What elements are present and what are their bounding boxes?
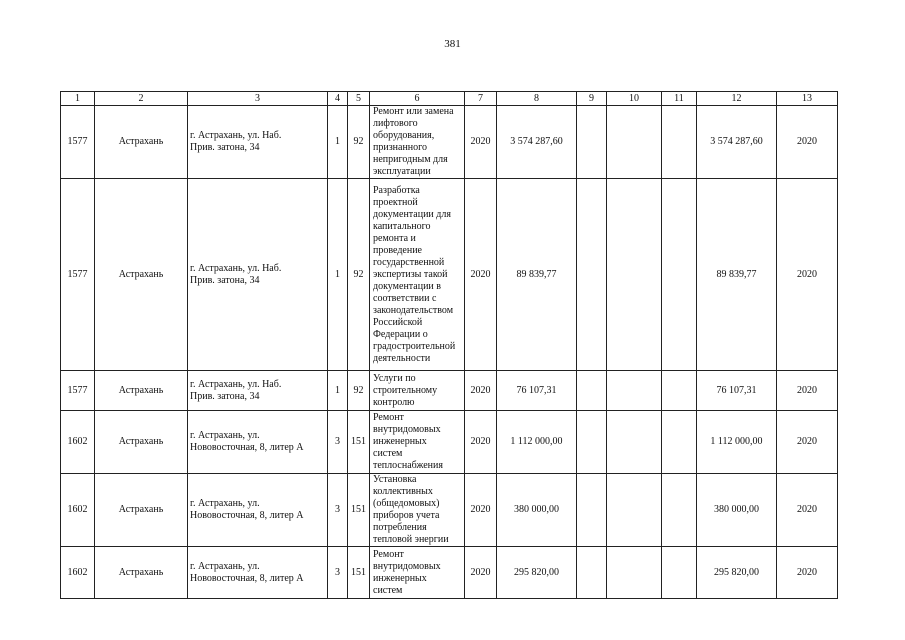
row-id: 1602 xyxy=(61,411,95,474)
col-10 xyxy=(607,371,662,411)
col-9 xyxy=(577,547,607,599)
amount: 380 000,00 xyxy=(497,474,577,547)
row-id: 1602 xyxy=(61,547,95,599)
address: г. Астрахань, ул. Наб. Прив. затона, 34 xyxy=(188,106,328,179)
column-header: 1 xyxy=(61,92,95,106)
city: Астрахань xyxy=(95,106,188,179)
column-header: 4 xyxy=(328,92,348,106)
col-4: 3 xyxy=(328,547,348,599)
col-11 xyxy=(662,179,697,371)
amount-total: 380 000,00 xyxy=(697,474,777,547)
table-row xyxy=(61,371,838,411)
table-row xyxy=(61,411,838,474)
column-header: 5 xyxy=(348,92,370,106)
year: 2020 xyxy=(465,179,497,371)
work-type: Ремонт внутридомовых инженерных систем xyxy=(370,547,465,599)
col-9 xyxy=(577,179,607,371)
year: 2020 xyxy=(465,411,497,474)
work-type: Ремонт или замена лифтового оборудования, признанного непригодным для эксплуатации xyxy=(370,106,465,179)
col-5: 92 xyxy=(348,371,370,411)
col-11 xyxy=(662,547,697,599)
column-header: 11 xyxy=(662,92,697,106)
amount-total: 1 112 000,00 xyxy=(697,411,777,474)
work-type: Разработка проектной документации для капитального ремонта и проведение государственной экспертизы такой документации в соответствии с законодательством Российской Федерации о градостроительной деятельности xyxy=(370,179,465,371)
col-9 xyxy=(577,474,607,547)
col-9 xyxy=(577,371,607,411)
col-4: 1 xyxy=(328,371,348,411)
col-11 xyxy=(662,371,697,411)
column-header: 6 xyxy=(370,92,465,106)
year-end: 2020 xyxy=(777,179,838,371)
table-row xyxy=(61,106,838,179)
column-header: 12 xyxy=(697,92,777,106)
city: Астрахань xyxy=(95,547,188,599)
amount: 76 107,31 xyxy=(497,371,577,411)
amount-total: 89 839,77 xyxy=(697,179,777,371)
city: Астрахань xyxy=(95,474,188,547)
amount: 295 820,00 xyxy=(497,547,577,599)
column-header: 10 xyxy=(607,92,662,106)
column-header: 7 xyxy=(465,92,497,106)
col-10 xyxy=(607,411,662,474)
col-5: 151 xyxy=(348,411,370,474)
city: Астрахань xyxy=(95,179,188,371)
col-9 xyxy=(577,411,607,474)
table-row xyxy=(61,474,838,547)
row-id: 1577 xyxy=(61,106,95,179)
repair-program-table xyxy=(60,91,838,599)
amount-total: 3 574 287,60 xyxy=(697,106,777,179)
amount-total: 76 107,31 xyxy=(697,371,777,411)
year-end: 2020 xyxy=(777,371,838,411)
col-10 xyxy=(607,474,662,547)
address: г. Астрахань, ул. Нововосточная, 8, литер А xyxy=(188,547,328,599)
col-10 xyxy=(607,106,662,179)
col-4: 1 xyxy=(328,179,348,371)
col-9 xyxy=(577,106,607,179)
address: г. Астрахань, ул. Наб. Прив. затона, 34 xyxy=(188,179,328,371)
col-5: 92 xyxy=(348,179,370,371)
year: 2020 xyxy=(465,106,497,179)
column-header: 8 xyxy=(497,92,577,106)
row-id: 1577 xyxy=(61,371,95,411)
page-number: 381 xyxy=(444,38,461,50)
col-5: 92 xyxy=(348,106,370,179)
table-row xyxy=(61,547,838,599)
address: г. Астрахань, ул. Нововосточная, 8, литер А xyxy=(188,474,328,547)
header-row xyxy=(61,92,838,106)
column-header: 13 xyxy=(777,92,838,106)
year-end: 2020 xyxy=(777,106,838,179)
work-type: Услуги по строительному контролю xyxy=(370,371,465,411)
col-11 xyxy=(662,474,697,547)
amount-total: 295 820,00 xyxy=(697,547,777,599)
col-11 xyxy=(662,411,697,474)
year-end: 2020 xyxy=(777,547,838,599)
col-10 xyxy=(607,547,662,599)
column-header: 2 xyxy=(95,92,188,106)
col-10 xyxy=(607,179,662,371)
amount: 3 574 287,60 xyxy=(497,106,577,179)
work-type: Ремонт внутридомовых инженерных систем теплоснабжения xyxy=(370,411,465,474)
row-id: 1602 xyxy=(61,474,95,547)
city: Астрахань xyxy=(95,371,188,411)
amount: 89 839,77 xyxy=(497,179,577,371)
city: Астрахань xyxy=(95,411,188,474)
work-type: Установка коллективных (общедомовых) приборов учета потребления тепловой энергии xyxy=(370,474,465,547)
row-id: 1577 xyxy=(61,179,95,371)
year: 2020 xyxy=(465,371,497,411)
col-11 xyxy=(662,106,697,179)
col-4: 3 xyxy=(328,411,348,474)
address: г. Астрахань, ул. Наб. Прив. затона, 34 xyxy=(188,371,328,411)
amount: 1 112 000,00 xyxy=(497,411,577,474)
col-4: 3 xyxy=(328,474,348,547)
col-4: 1 xyxy=(328,106,348,179)
col-5: 151 xyxy=(348,474,370,547)
year: 2020 xyxy=(465,474,497,547)
column-header: 3 xyxy=(188,92,328,106)
table-row xyxy=(61,179,838,371)
year: 2020 xyxy=(465,547,497,599)
address: г. Астрахань, ул. Нововосточная, 8, литер А xyxy=(188,411,328,474)
year-end: 2020 xyxy=(777,474,838,547)
column-header: 9 xyxy=(577,92,607,106)
year-end: 2020 xyxy=(777,411,838,474)
col-5: 151 xyxy=(348,547,370,599)
